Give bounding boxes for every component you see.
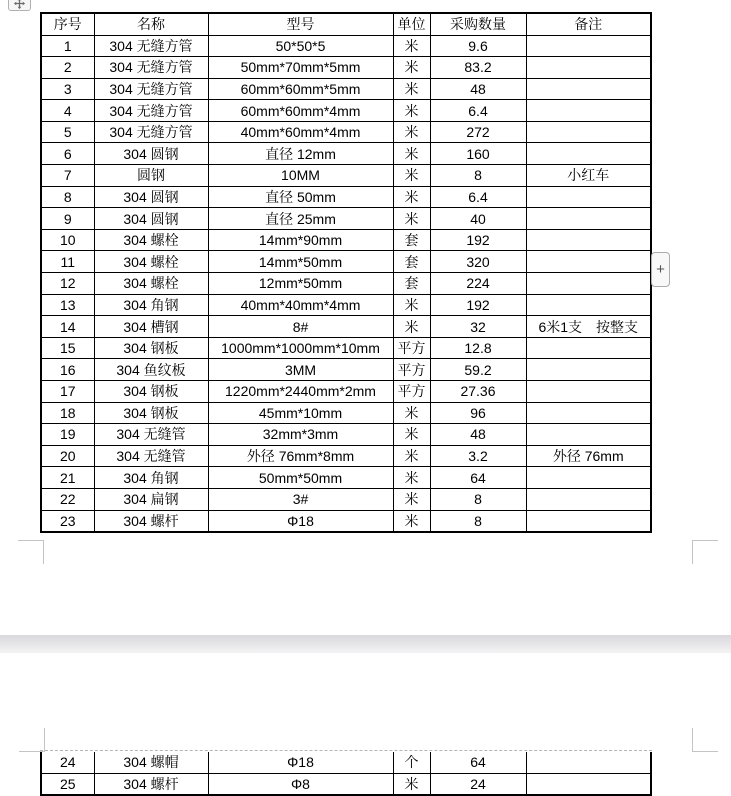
cell-no[interactable]: 8: [41, 186, 94, 208]
cell-name[interactable]: 304 螺栓: [94, 273, 208, 295]
cell-qty[interactable]: 96: [430, 402, 526, 424]
cell-model[interactable]: 8#: [208, 316, 393, 338]
cell-no[interactable]: 25: [41, 773, 94, 795]
table-move-handle[interactable]: [8, 0, 31, 11]
cell-no[interactable]: 12: [41, 273, 94, 295]
table-body-page1: [41, 35, 651, 532]
cell-name[interactable]: 304 钢板: [94, 381, 208, 403]
table-row: [41, 229, 651, 251]
cell-qty[interactable]: 48: [430, 78, 526, 100]
cell-name[interactable]: 圆钢: [94, 165, 208, 187]
cell-remark[interactable]: [526, 186, 651, 208]
cell-qty[interactable]: 24: [430, 773, 526, 795]
cell-no[interactable]: 7: [41, 165, 94, 187]
cell-no[interactable]: 11: [41, 251, 94, 273]
cell-remark[interactable]: [526, 381, 651, 403]
cell-unit[interactable]: 平方: [393, 359, 430, 381]
cell-unit[interactable]: 米: [393, 121, 430, 143]
table-row: [41, 445, 651, 467]
cell-name[interactable]: 304 鱼纹板: [94, 359, 208, 381]
cell-remark[interactable]: [526, 402, 651, 424]
table-row: [41, 78, 651, 100]
cell-remark[interactable]: [526, 294, 651, 316]
cell-model[interactable]: 12mm*50mm: [208, 273, 393, 295]
cell-qty[interactable]: 64: [430, 752, 526, 773]
cell-model[interactable]: 40mm*60mm*4mm: [208, 121, 393, 143]
cell-remark[interactable]: [526, 35, 651, 57]
cell-unit[interactable]: 米: [393, 143, 430, 165]
cell-no[interactable]: 17: [41, 381, 94, 403]
cell-qty[interactable]: 6.4: [430, 100, 526, 122]
table-row: [41, 35, 651, 57]
table-row: [41, 510, 651, 532]
cell-name[interactable]: 304 槽钢: [94, 316, 208, 338]
cell-unit[interactable]: 个: [393, 752, 430, 773]
cell-model[interactable]: 直径 25mm: [208, 208, 393, 230]
cell-no[interactable]: 10: [41, 229, 94, 251]
cell-remark[interactable]: [526, 467, 651, 489]
cell-remark[interactable]: 小红车: [526, 165, 651, 187]
cell-model[interactable]: 1000mm*1000mm*10mm: [208, 337, 393, 359]
cell-unit[interactable]: 套: [393, 229, 430, 251]
table-row: [41, 488, 651, 510]
cell-model[interactable]: 直径 12mm: [208, 143, 393, 165]
cell-model[interactable]: 32mm*3mm: [208, 424, 393, 446]
cell-qty[interactable]: 8: [430, 488, 526, 510]
cell-qty[interactable]: 48: [430, 424, 526, 446]
cell-qty[interactable]: 192: [430, 229, 526, 251]
cell-name[interactable]: 304 无缝方管: [94, 121, 208, 143]
cell-name[interactable]: 304 角钢: [94, 467, 208, 489]
cell-no[interactable]: 18: [41, 402, 94, 424]
cell-remark[interactable]: [526, 488, 651, 510]
table-row: [41, 294, 651, 316]
cell-qty[interactable]: 272: [430, 121, 526, 143]
cell-model[interactable]: 50mm*70mm*5mm: [208, 57, 393, 79]
table-row: [41, 208, 651, 230]
cell-unit[interactable]: 米: [393, 186, 430, 208]
column-header-4[interactable]: 采购数量: [430, 13, 526, 35]
cell-model[interactable]: Φ18: [208, 752, 393, 773]
cell-model[interactable]: 直径 50mm: [208, 186, 393, 208]
table-header-row: [41, 13, 651, 35]
cell-no[interactable]: 9: [41, 208, 94, 230]
cell-remark[interactable]: [526, 273, 651, 295]
cell-qty[interactable]: 8: [430, 510, 526, 532]
cell-remark[interactable]: [526, 752, 651, 773]
move-arrows-icon: [13, 0, 26, 10]
cell-model[interactable]: 14mm*50mm: [208, 251, 393, 273]
cell-unit[interactable]: 平方: [393, 381, 430, 403]
cell-name[interactable]: 304 扁钢: [94, 488, 208, 510]
cell-model[interactable]: Φ8: [208, 773, 393, 795]
cell-unit[interactable]: 套: [393, 273, 430, 295]
table-row: [41, 186, 651, 208]
cell-name[interactable]: 304 螺杆: [94, 510, 208, 532]
table-row: [41, 316, 651, 338]
cell-remark[interactable]: 6米1支 按整支: [526, 316, 651, 338]
cell-unit[interactable]: 米: [393, 78, 430, 100]
table-row: [41, 251, 651, 273]
cell-name[interactable]: 304 钢板: [94, 337, 208, 359]
cell-unit[interactable]: 米: [393, 510, 430, 532]
cell-name[interactable]: 304 螺杆: [94, 773, 208, 795]
cell-remark[interactable]: [526, 229, 651, 251]
cell-no[interactable]: 22: [41, 488, 94, 510]
cell-qty[interactable]: 3.2: [430, 445, 526, 467]
cell-qty[interactable]: 320: [430, 251, 526, 273]
page-break-gap: [0, 635, 731, 653]
cell-remark[interactable]: [526, 208, 651, 230]
cell-name[interactable]: 304 无缝方管: [94, 78, 208, 100]
table-row: [41, 143, 651, 165]
column-header-5[interactable]: 备注: [526, 13, 651, 35]
cell-qty[interactable]: 160: [430, 143, 526, 165]
cell-name[interactable]: 304 圆钢: [94, 208, 208, 230]
cell-unit[interactable]: 平方: [393, 337, 430, 359]
cell-remark[interactable]: [526, 510, 651, 532]
cell-remark[interactable]: [526, 57, 651, 79]
cell-name[interactable]: 304 无缝方管: [94, 100, 208, 122]
column-header-1[interactable]: 名称: [94, 13, 208, 35]
cell-no[interactable]: 13: [41, 294, 94, 316]
cell-model[interactable]: 1220mm*2440mm*2mm: [208, 381, 393, 403]
cell-qty[interactable]: 6.4: [430, 186, 526, 208]
cell-qty[interactable]: 64: [430, 467, 526, 489]
cell-no[interactable]: 14: [41, 316, 94, 338]
cell-unit[interactable]: 米: [393, 773, 430, 795]
cell-model[interactable]: 3#: [208, 488, 393, 510]
cell-name[interactable]: 304 无缝管: [94, 445, 208, 467]
cell-name[interactable]: 304 螺栓: [94, 229, 208, 251]
cell-name[interactable]: 304 无缝管: [94, 424, 208, 446]
table-row: [41, 402, 651, 424]
cell-model[interactable]: 10MM: [208, 165, 393, 187]
cell-qty[interactable]: 40: [430, 208, 526, 230]
cell-remark[interactable]: [526, 143, 651, 165]
cell-model[interactable]: 45mm*10mm: [208, 402, 393, 424]
table-row: [41, 773, 651, 795]
cell-name[interactable]: 304 钢板: [94, 402, 208, 424]
table-row: [41, 121, 651, 143]
cell-remark[interactable]: [526, 121, 651, 143]
table-body-page2: [41, 752, 651, 795]
page1-bottom-left-margin-mark: [18, 540, 44, 564]
cell-unit[interactable]: 米: [393, 294, 430, 316]
insert-plus-button[interactable]: +: [651, 252, 670, 287]
cell-remark[interactable]: [526, 100, 651, 122]
cell-unit[interactable]: 套: [393, 251, 430, 273]
cell-no[interactable]: 2: [41, 57, 94, 79]
cell-unit[interactable]: 米: [393, 100, 430, 122]
cell-name[interactable]: 304 圆钢: [94, 186, 208, 208]
cell-no[interactable]: 20: [41, 445, 94, 467]
table-row: [41, 337, 651, 359]
cell-remark[interactable]: [526, 359, 651, 381]
column-header-3[interactable]: 单位: [393, 13, 430, 35]
cell-no[interactable]: 5: [41, 121, 94, 143]
table-row: [41, 100, 651, 122]
cell-model[interactable]: 50*50*5: [208, 35, 393, 57]
cell-unit[interactable]: 米: [393, 467, 430, 489]
cell-remark[interactable]: [526, 78, 651, 100]
table-row: [41, 57, 651, 79]
cell-name[interactable]: 304 角钢: [94, 294, 208, 316]
cell-no[interactable]: 4: [41, 100, 94, 122]
cell-qty[interactable]: 8: [430, 165, 526, 187]
page1-bottom-right-margin-mark: [692, 540, 718, 564]
cell-unit[interactable]: 米: [393, 165, 430, 187]
cell-unit[interactable]: 米: [393, 445, 430, 467]
table-row: [41, 165, 651, 187]
cell-model[interactable]: 50mm*50mm: [208, 467, 393, 489]
column-header-2[interactable]: 型号: [208, 13, 393, 35]
cell-no[interactable]: 3: [41, 78, 94, 100]
cell-no[interactable]: 23: [41, 510, 94, 532]
page2-top-right-margin-mark: [692, 728, 718, 752]
cell-model[interactable]: 60mm*60mm*4mm: [208, 100, 393, 122]
cell-model[interactable]: Φ18: [208, 510, 393, 532]
cell-no[interactable]: 21: [41, 467, 94, 489]
cell-model[interactable]: 14mm*90mm: [208, 229, 393, 251]
table-row: [41, 467, 651, 489]
cell-unit[interactable]: 米: [393, 316, 430, 338]
cell-name[interactable]: 304 圆钢: [94, 143, 208, 165]
cell-name[interactable]: 304 无缝方管: [94, 57, 208, 79]
table-row: [41, 273, 651, 295]
cell-qty[interactable]: 27.36: [430, 381, 526, 403]
cell-unit[interactable]: 米: [393, 57, 430, 79]
table-row: [41, 424, 651, 446]
cell-remark[interactable]: [526, 251, 651, 273]
cell-name[interactable]: 304 螺帽: [94, 752, 208, 773]
cell-qty[interactable]: 9.6: [430, 35, 526, 57]
cell-model[interactable]: 外径 76mm*8mm: [208, 445, 393, 467]
cell-remark[interactable]: [526, 424, 651, 446]
cell-no[interactable]: 19: [41, 424, 94, 446]
cell-remark[interactable]: 外径 76mm: [526, 445, 651, 467]
cell-unit[interactable]: 米: [393, 424, 430, 446]
cell-unit[interactable]: 米: [393, 402, 430, 424]
cell-model[interactable]: 60mm*60mm*5mm: [208, 78, 393, 100]
cell-name[interactable]: 304 无缝方管: [94, 35, 208, 57]
cell-remark[interactable]: [526, 773, 651, 795]
cell-model[interactable]: 40mm*40mm*4mm: [208, 294, 393, 316]
procurement-table-page1: [40, 12, 652, 533]
table-row: [41, 359, 651, 381]
column-header-0[interactable]: 序号: [41, 13, 94, 35]
cell-no[interactable]: 6: [41, 143, 94, 165]
cell-model[interactable]: 3MM: [208, 359, 393, 381]
cell-remark[interactable]: [526, 337, 651, 359]
page2-top-left-margin-mark: [19, 728, 45, 752]
cell-no[interactable]: 1: [41, 35, 94, 57]
cell-unit[interactable]: 米: [393, 35, 430, 57]
cell-qty[interactable]: 12.8: [430, 337, 526, 359]
cell-qty[interactable]: 224: [430, 273, 526, 295]
procurement-table-page2: [40, 752, 652, 796]
cell-unit[interactable]: 米: [393, 208, 430, 230]
table-row: [41, 381, 651, 403]
cell-qty[interactable]: 83.2: [430, 57, 526, 79]
cell-no[interactable]: 16: [41, 359, 94, 381]
cell-unit[interactable]: 米: [393, 488, 430, 510]
cell-name[interactable]: 304 螺栓: [94, 251, 208, 273]
cell-qty[interactable]: 59.2: [430, 359, 526, 381]
cell-qty[interactable]: 32: [430, 316, 526, 338]
cell-no[interactable]: 24: [41, 752, 94, 773]
cell-no[interactable]: 15: [41, 337, 94, 359]
cell-qty[interactable]: 192: [430, 294, 526, 316]
table-continuation-dashed-border: [40, 750, 652, 751]
table-row: [41, 752, 651, 773]
